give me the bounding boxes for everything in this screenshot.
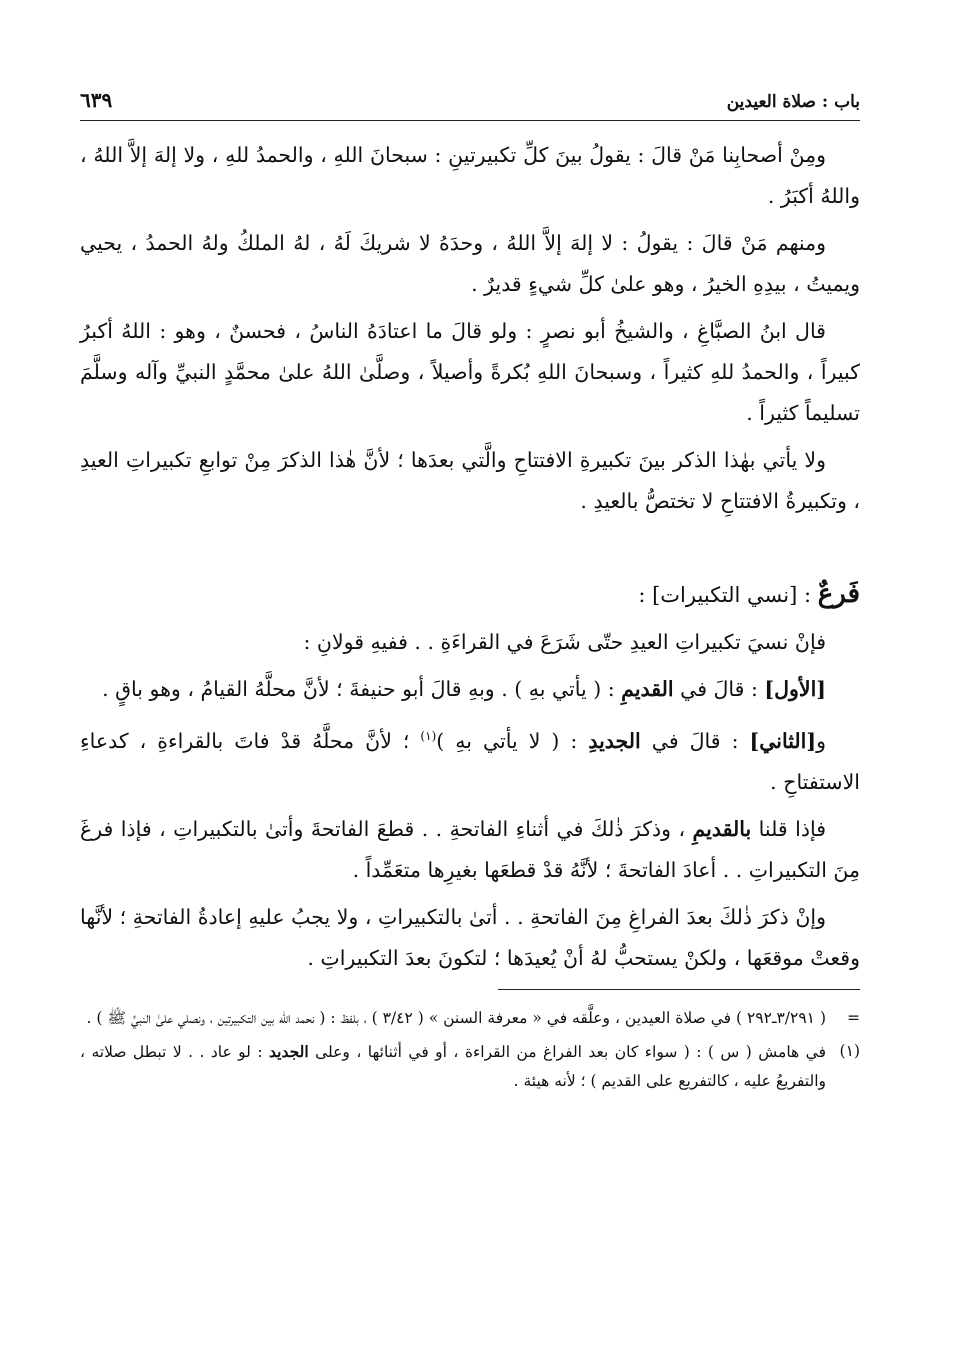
- paragraph-4: ولا يأتي بهٰذا الذكر بينَ تكبيرةِ الافتتاحِ والَّتي بعدَها ؛ لأنَّ هٰذا الذكرَ مِنْ توابعِ تكبيراتِ العيدِ ، وتكبيرةُ الافتتاحِ لا تختصُّ بالعيدِ .: [80, 448, 860, 513]
- branch-title: : [نسي التكبيرات] :: [638, 583, 818, 607]
- footnote-1-marker: (١): [839, 1041, 860, 1060]
- paragraph-1: ومِنْ أصحابِنا مَنْ قالَ : يقولُ بينَ كلِّ تكبيرتينِ : سبحانَ اللهِ ، والحمدُ للهِ ، ولا إلهَ إلاَّ اللهُ ، واللهُ أكبَرُ .: [80, 143, 860, 208]
- first-opinion-label: [الأول]: [764, 677, 826, 701]
- footnote-separator-wrap: [80, 989, 860, 990]
- footnote-continued: [80, 1004, 860, 1033]
- main-text: [80, 135, 860, 979]
- second-opinion-label: [الثاني]: [749, 728, 817, 753]
- old-school-term-2: بالقديمِ: [692, 816, 752, 841]
- old-school-term: القديمِ: [621, 677, 674, 701]
- footnote-ref-1[interactable]: (١): [420, 729, 437, 743]
- paragraph-6: وإنْ ذكرَ ذٰلكَ بعدَ الفراغِ مِنَ الفاتحةِ . . أتىٰ بالتكبيراتِ ، ولا يجبُ عليهِ إعادةُ الفاتحةِ ؛ لأنَّها وقعتْ موقعَها ، ولكنْ يستحبُّ لهُ أنْ يُعيدَها ؛ لتكونَ بعدَ التكبيراتِ .: [80, 904, 860, 970]
- book-page: [80, 78, 860, 1100]
- branch-heading: [80, 574, 860, 616]
- footnote-separator: [498, 989, 860, 990]
- new-school-term: الجديدِ: [588, 728, 641, 753]
- paragraph-3: قال ابنُ الصبَّاغِ ، والشيخُ أبو نصرٍ : ولو قالَ ما اعتادَهُ الناسُ ، فحسنٌ ، وهو : اللهُ أكبرُ كبيراً ، والحمدُ للهِ كثيراً ، وسبحانَ اللهِ بُكرةً وأصيلاً ، وصلَّىٰ اللهُ علىٰ محمَّدٍ النبيِّ وآله وسلَّمَ تسليماً كثيراً .: [80, 319, 860, 425]
- paragraph-2: ومنهم مَنْ قالَ : يقولُ : لا إلهَ إلاَّ اللهُ ، وحدَهُ لا شريكَ لَهُ ، لهُ الملكُ ولهُ الحمدُ ، يحيي ويميتُ ، بيدِهِ الخيرُ ، وهو علىٰ كلِّ شيءٍ قديرٌ .: [80, 231, 860, 296]
- first-opinion: [الأول] : قالَ في القديمِ : ( يأتي بهِ ) . وبهِ قالَ أبو حنيفةَ ؛ لأنَّ محلَّهُ القيامُ ، وهو باقٍ .: [102, 677, 826, 701]
- footnote-1-text: في هامش ( س ) : ( سواء كان بعد الفراغ من القراءة ، أو في أثنائها ، وعلى الجديد : لو عاد . . لا تبطل صلاته ، والتفريعُ عليه ، كالتفريع على القديم ) ؛ لأنه هيئة .: [80, 1041, 827, 1090]
- page-number: ٦٣٩: [80, 88, 113, 112]
- second-opinion: و[الثاني] : قالَ في الجديدِ : ( لا يأتي بهِ )$^{(١)}$ ؛ لأنَّ محلَّهُ قدْ فاتَ بالقراءةِ ، كدعاءِ الاستفتاحِ .: [80, 728, 860, 794]
- footnote-continued-marker: =: [847, 1008, 860, 1027]
- paragraph-5: فإذا قلنا بالقديمِ ، وذكرَ ذٰلكَ في أثناءِ الفاتحةِ . . قطعَ الفاتحةَ وأتىٰ بالتكبيراتِ ، فإذا فرغَ مِنَ التكبيراتِ . . أعادَ الفاتحةَ ؛ لأنَّهُ قدْ قطعَها بغيرِها متعَمِّداً .: [80, 816, 860, 882]
- footnote-1: [80, 1037, 860, 1096]
- branch-label: فَرعٌ: [817, 579, 860, 609]
- page-header: [80, 78, 860, 121]
- section-intro: فإنْ نسيَ تكبيراتِ العيدِ حتّى شَرَعَ في القراءَةِ . . ففيهِ قولانِ :: [303, 630, 826, 654]
- footnote-continued-text: ( ٣/٢٩١ـ٢٩٢ ) في صلاة العيدين ، وعلَّقه في « معرفة السنن » ( ٣/٤٢ ) ، بلفظ : ( نحمد الله بين التكبيرتين ، ونصلي علىٰ النبيِّ ﷺ ) .: [86, 1008, 826, 1027]
- footnote-1-bold-term: الجديد: [269, 1041, 309, 1061]
- running-title: باب : صلاة العيدين: [726, 92, 860, 112]
- footnotes: [80, 1004, 860, 1096]
